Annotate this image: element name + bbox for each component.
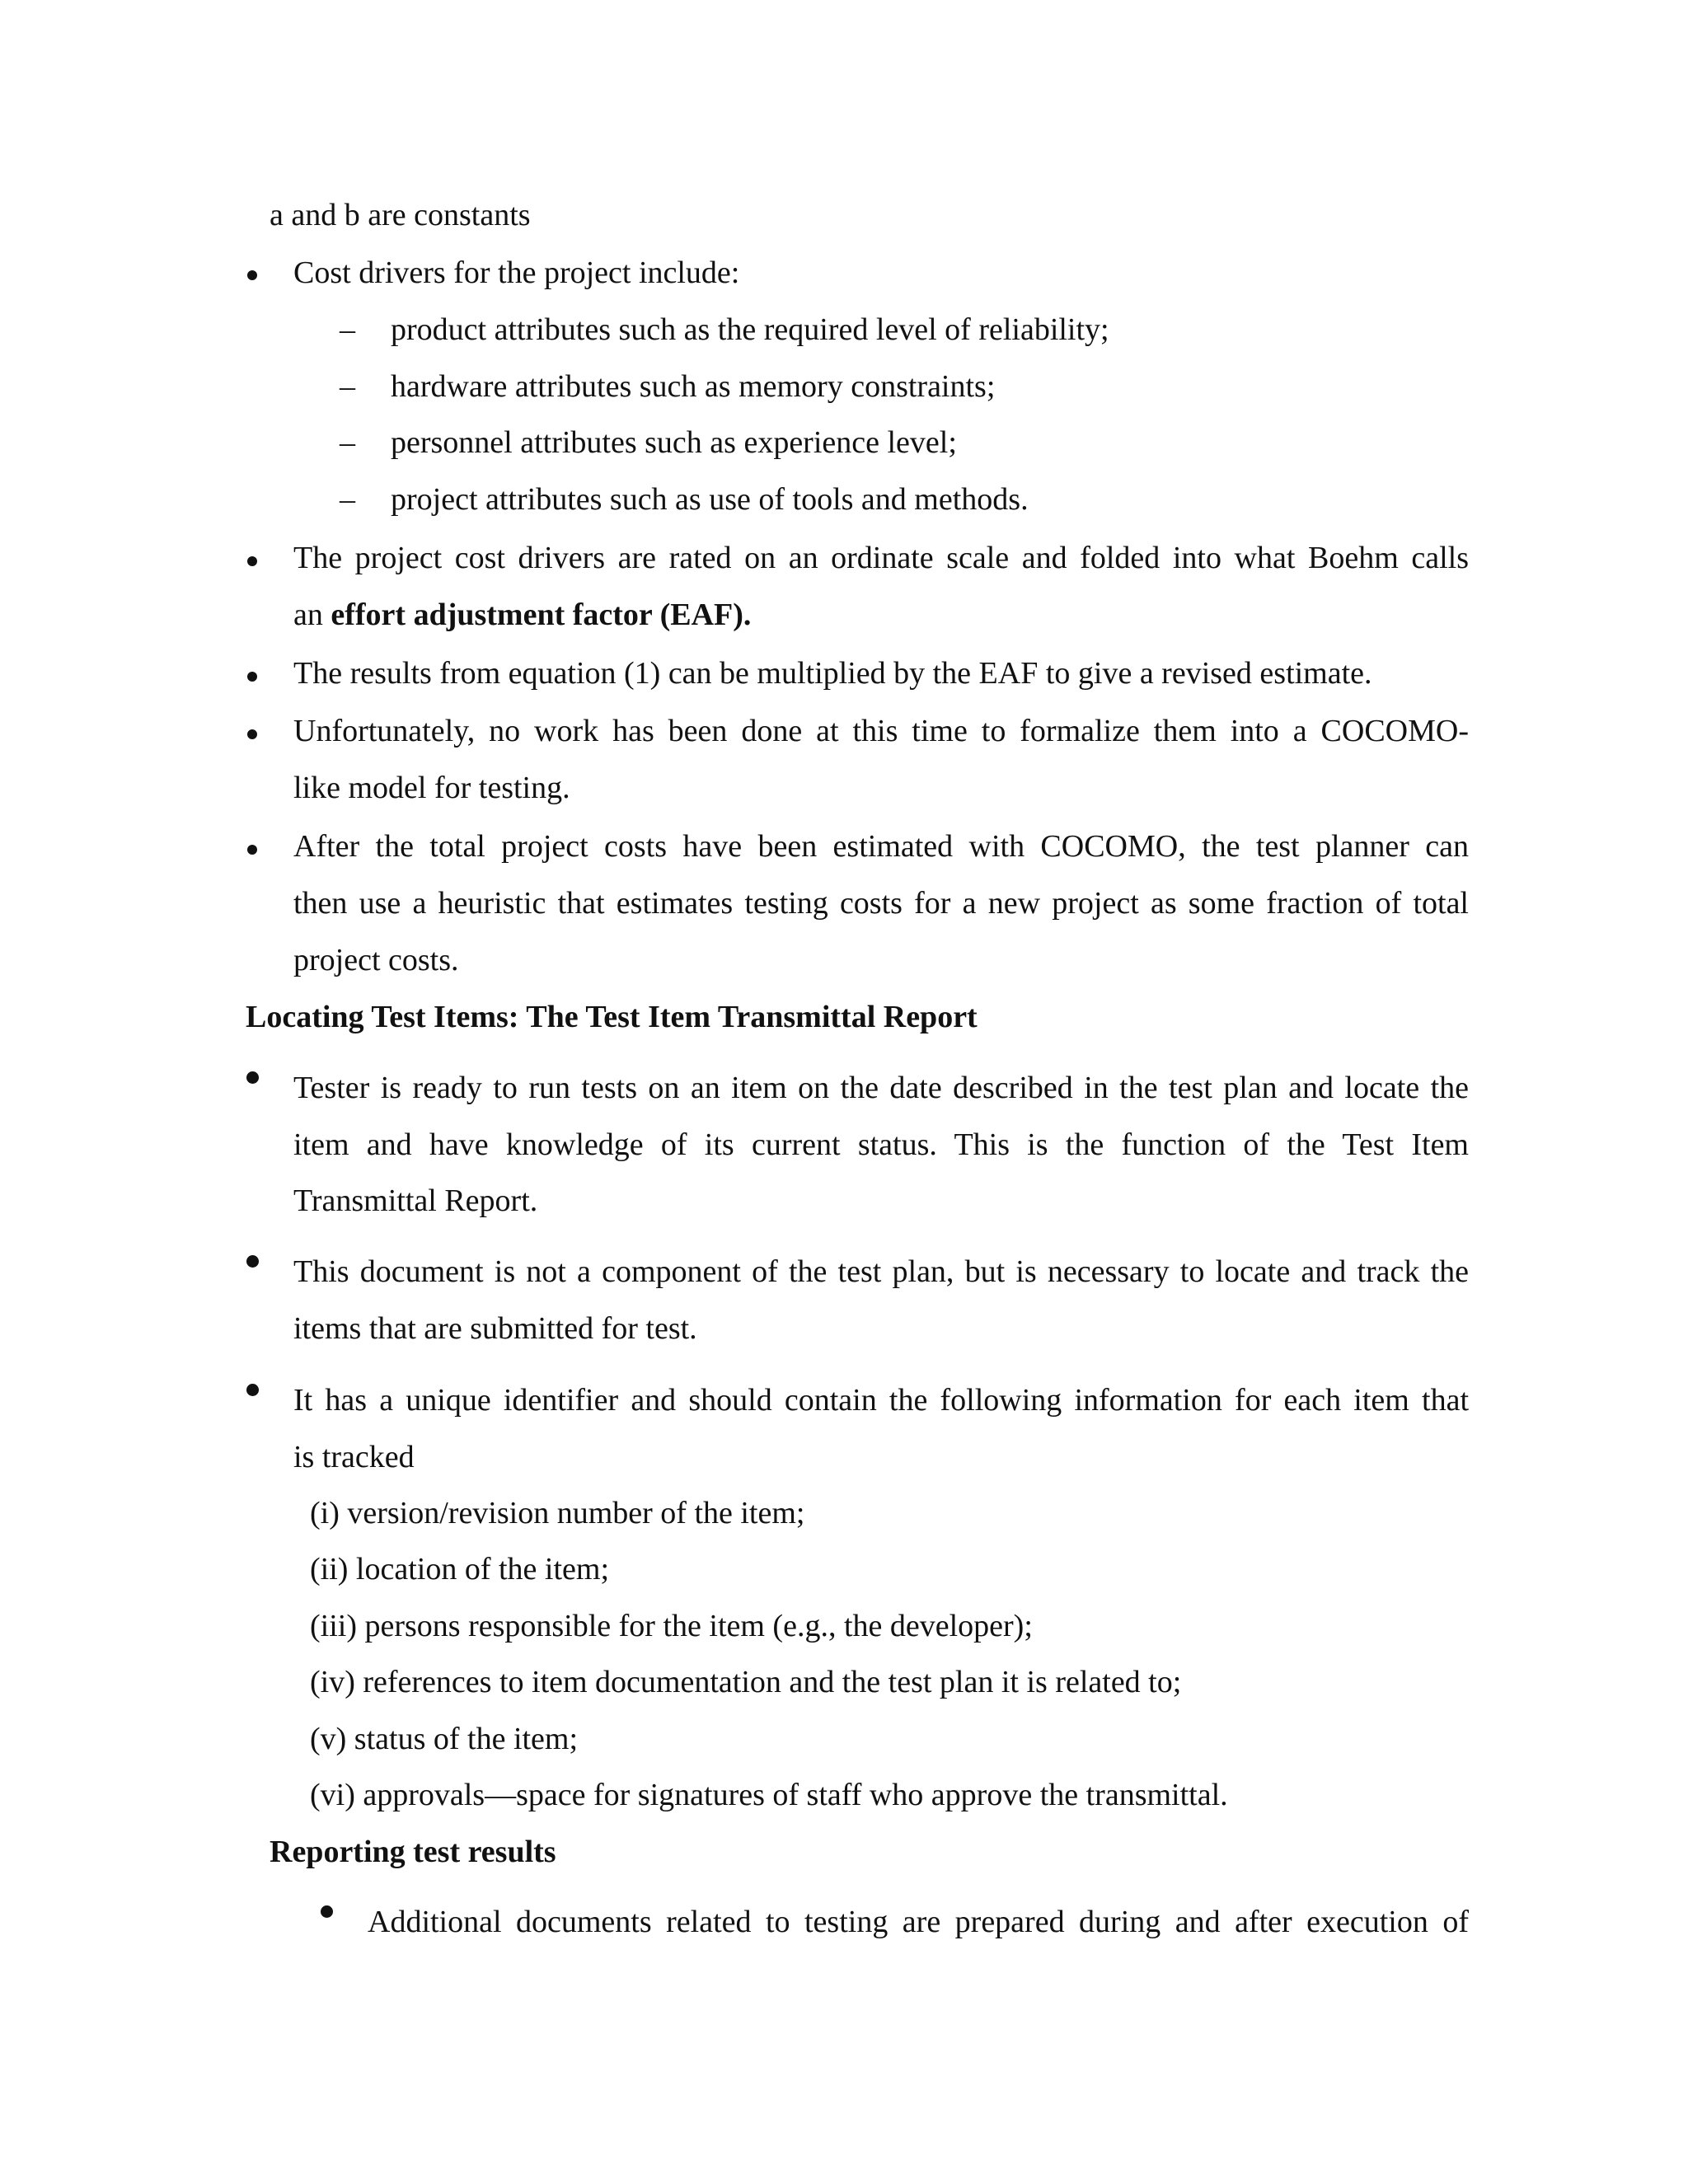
bullet-dot bbox=[247, 845, 257, 855]
document-line-2: items that are submitted for test. bbox=[293, 1311, 697, 1346]
identifier-line-2: is tracked bbox=[293, 1440, 415, 1474]
bullet-dot bbox=[247, 556, 257, 566]
after-line-2: then use a heuristic that estimates testing costs for a new project as some fraction of total bbox=[293, 886, 1469, 921]
info-item: (ii) location of the item; bbox=[310, 1552, 610, 1586]
bullet-dot bbox=[321, 1905, 333, 1918]
bullet-dot bbox=[246, 1384, 259, 1396]
section-heading-reporting: Reporting test results bbox=[270, 1835, 556, 1869]
eaf-prefix: an bbox=[293, 598, 331, 632]
info-item: (vi) approvals—space for signatures of staff who approve the transmittal. bbox=[310, 1778, 1228, 1812]
bullet-dot bbox=[246, 1255, 259, 1268]
cost-drivers-lead: Cost drivers for the project include: bbox=[293, 255, 740, 290]
cost-driver-item: project attributes such as use of tools and methods. bbox=[391, 482, 1029, 517]
dash-marker: – bbox=[340, 369, 355, 404]
tester-line-1: Tester is ready to run tests on an item on the date described in the test plan and locate the bbox=[293, 1071, 1469, 1105]
tester-line-3: Transmittal Report. bbox=[293, 1183, 538, 1218]
identifier-line-1: It has a unique identifier and should contain the following information for each item that bbox=[293, 1383, 1469, 1418]
section-heading-locating: Locating Test Items: The Test Item Transmittal Report bbox=[246, 1000, 978, 1034]
eaf-paragraph-line-2 bbox=[293, 596, 751, 634]
additional-line-1: Additional documents related to testing are prepared during and after execution of bbox=[368, 1905, 1469, 1939]
cost-driver-item: hardware attributes such as memory constraints; bbox=[391, 369, 996, 404]
document-line-1: This document is not a component of the test plan, but is necessary to locate and track the bbox=[293, 1254, 1469, 1289]
cost-driver-item: product attributes such as the required level of reliability; bbox=[391, 312, 1109, 347]
unfortunately-line-2: like model for testing. bbox=[293, 771, 570, 805]
bullet-dot bbox=[247, 672, 257, 682]
bullet-dot bbox=[247, 270, 257, 280]
bullet-dot bbox=[247, 729, 257, 739]
dash-marker: – bbox=[340, 425, 355, 460]
revised-estimate-line: The results from equation (1) can be multiplied by the EAF to give a revised estimate. bbox=[293, 656, 1372, 691]
bullet-dot bbox=[246, 1071, 259, 1084]
dash-marker: – bbox=[340, 312, 355, 347]
info-item: (v) status of the item; bbox=[310, 1722, 579, 1756]
after-line-3: project costs. bbox=[293, 943, 459, 977]
cost-driver-item: personnel attributes such as experience level; bbox=[391, 425, 957, 460]
constants-line: a and b are constants bbox=[270, 198, 531, 232]
eaf-paragraph-line-1: The project cost drivers are rated on an ordinate scale and folded into what Boehm calls bbox=[293, 541, 1469, 575]
tester-line-2: item and have knowledge of its current status. This is the function of the Test Item bbox=[293, 1127, 1469, 1162]
info-item: (iv) references to item documentation and the test plan it is related to; bbox=[310, 1665, 1182, 1699]
unfortunately-line-1: Unfortunately, no work has been done at this time to formalize them into a COCOMO- bbox=[293, 714, 1469, 748]
info-item: (iii) persons responsible for the item (e.g., the developer); bbox=[310, 1609, 1033, 1643]
after-line-1: After the total project costs have been estimated with COCOMO, the test planner can bbox=[293, 829, 1469, 864]
dash-marker: – bbox=[340, 482, 355, 517]
info-item: (i) version/revision number of the item; bbox=[310, 1496, 805, 1530]
eaf-term: effort adjustment factor (EAF). bbox=[331, 598, 752, 632]
